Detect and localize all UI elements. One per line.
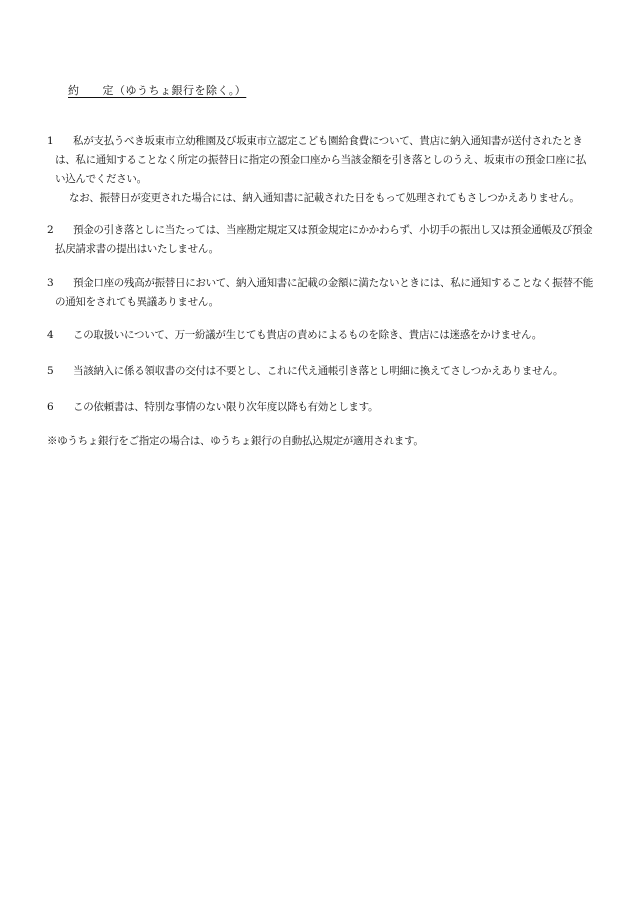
clause-2 (47, 221, 595, 259)
clause-3 (47, 274, 595, 312)
clause-text: 預金口座の残高が振替日において、納入通知書に記載の金額に満たないときには、私に通知することなく振替不能の通知をされても異議ありません。 (55, 277, 593, 308)
clause-5 (47, 362, 595, 381)
clause-number: 5 (47, 365, 54, 377)
clause-1 (47, 132, 595, 208)
clause-text: 預金の引き落としに当たっては、当座勘定規定又は預金規定にかかわらず、小切手の振出し又は預金通帳及び預金払戻請求書の提出はいたしません。 (55, 224, 593, 255)
clause-text: この取扱いについて、万一紛議が生じても貴店の責めによるものを除き、貴店には迷惑をかけません。 (73, 329, 542, 341)
document-title: 約 定（ゆうちょ銀行を除く。） (68, 84, 247, 97)
clause-number: 6 (47, 401, 54, 413)
clause-6 (47, 398, 595, 417)
clause-text: 当該納入に係る領収書の交付は不要とし、これに代え通帳引き落とし明細に換えてさしつかえありません。 (73, 365, 564, 377)
clause-text: 私が支払うべき坂東市立幼稚園及び坂東市立認定こども園給食費について、貴店に納入通知書が送付されたときは、私に通知することなく所定の振替日に指定の預金口座から当該金額を引き落としのうえ、坂東市の預金口座に払い込んでください。 (55, 135, 587, 185)
clause-note: なお、振替日が変更された場合には、納入通知書に記載された日をもって処理されてもさしつかえありません。 (69, 192, 580, 204)
footnote: ※ゆうちょ銀行をご指定の場合は、ゆうちょ銀行の自動払込規定が適用されます。 (47, 435, 424, 447)
clause-number: 1 (47, 135, 54, 147)
clause-number: 3 (47, 277, 54, 289)
clause-number: 4 (47, 329, 54, 341)
clause-4 (47, 326, 595, 345)
clause-number: 2 (47, 224, 54, 236)
clause-text: この依頼書は、特別な事情のない限り次年度以降も有効とします。 (73, 401, 379, 413)
